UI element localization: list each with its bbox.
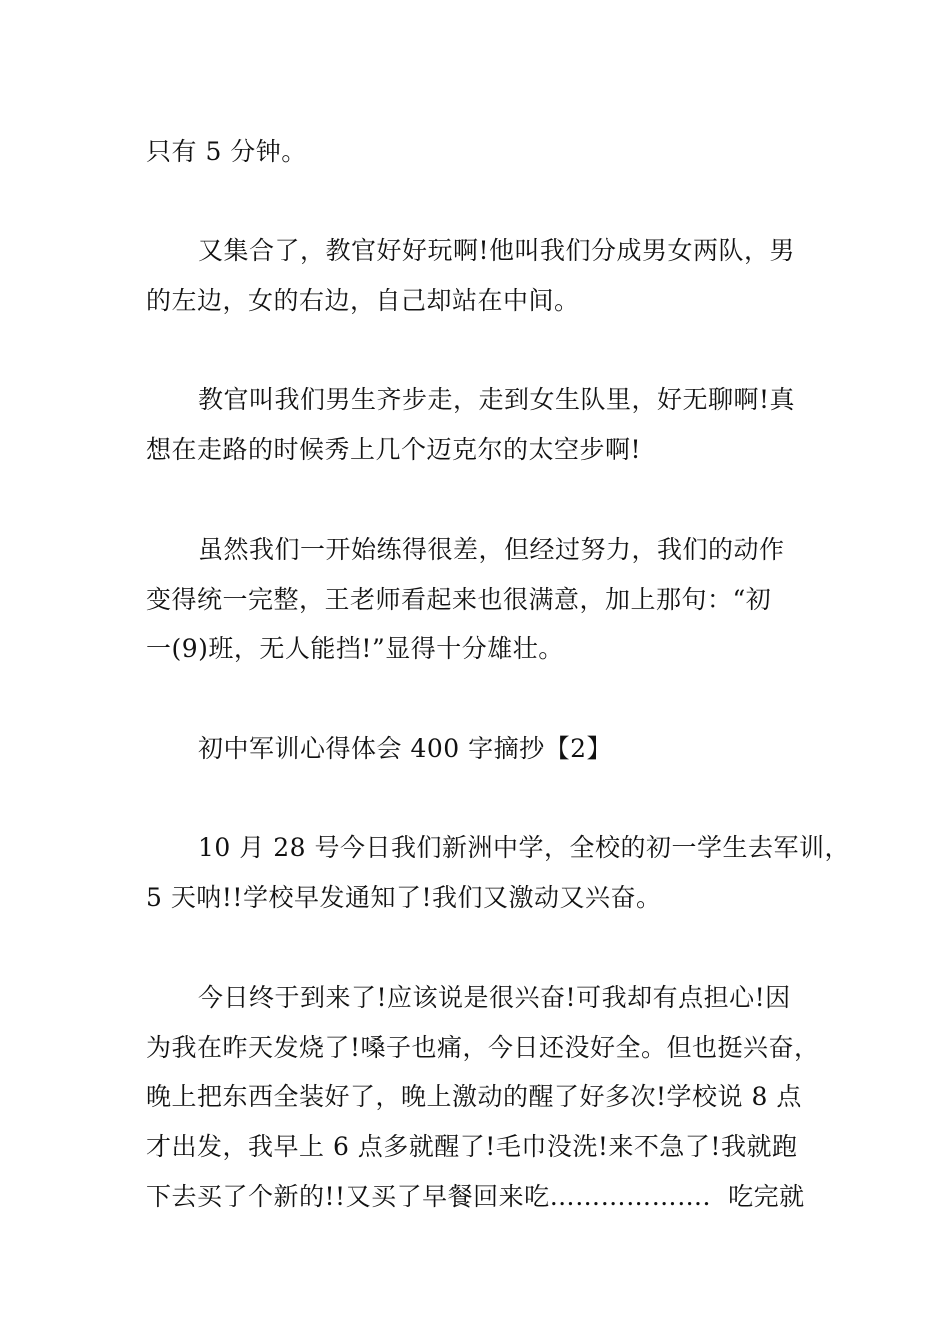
paragraph-line: 为我在昨天发烧了!嗓子也痛，今日还没好全。但也挺兴奋，	[146, 1033, 820, 1062]
paragraph-line: 才出发，我早上 6 点多就醒了!毛巾没洗!来不急了!我就跑	[146, 1132, 798, 1161]
paragraph-line: 晚上把东西全装好了，晚上激动的醒了好多次!学校说 8 点	[146, 1082, 802, 1111]
section-heading: 初中军训心得体会 400 字摘抄【2】	[198, 734, 613, 763]
paragraph-line: 5 天呐!!学校早发通知了!我们又激动又兴奋。	[146, 883, 662, 912]
paragraph-line: 10 月 28 号今日我们新洲中学，全校的初一学生去军训，	[198, 833, 850, 862]
paragraph-line: 又集合了，教官好好玩啊!他叫我们分成男女两队，男	[198, 236, 796, 265]
paragraph-line: 的左边，女的右边，自己却站在中间。	[146, 286, 580, 315]
paragraph-line: 一(9)班，无人能挡!”显得十分雄壮。	[146, 634, 564, 663]
paragraph-line: 今日终于到来了!应该说是很兴奋!可我却有点担心!因	[198, 983, 791, 1012]
paragraph-line: 想在走路的时候秀上几个迈克尔的太空步啊!	[146, 435, 642, 464]
paragraph-line: 教官叫我们男生齐步走，走到女生队里，好无聊啊!真	[198, 385, 796, 414]
paragraph-line: 只有 5 分钟。	[146, 137, 307, 166]
paragraph-line: 虽然我们一开始练得很差，但经过努力，我们的动作	[198, 535, 785, 564]
paragraph-line: 变得统一完整，王老师看起来也很满意，加上那句：“初	[146, 585, 772, 614]
paragraph-line: 下去买了个新的!!又买了早餐回来吃………………．吃完就	[146, 1182, 805, 1211]
